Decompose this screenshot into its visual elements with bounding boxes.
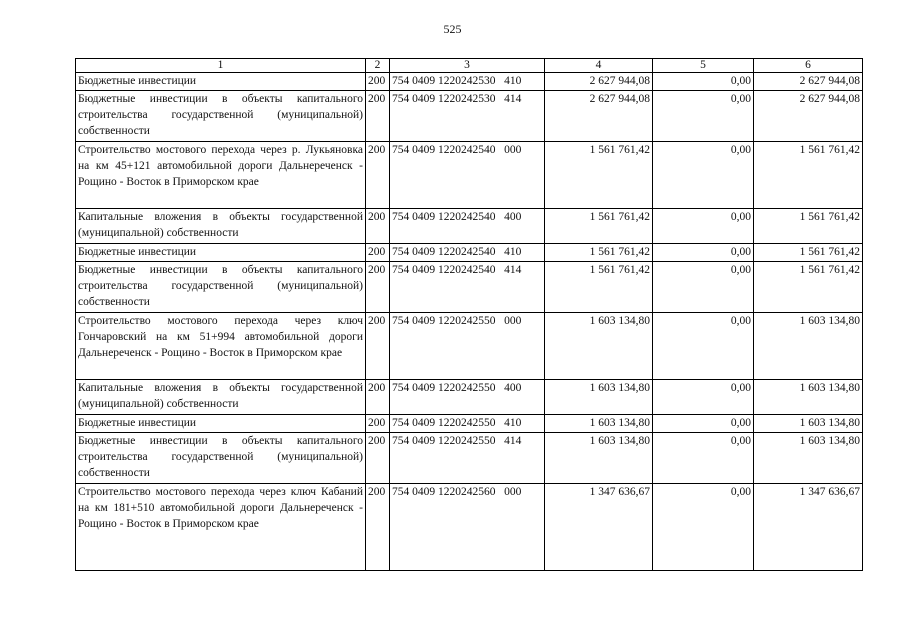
row-name-cell: Бюджетные инвестиции	[76, 73, 366, 91]
row-name-cell: Бюджетные инвестиции	[76, 244, 366, 262]
row-name-cell: Бюджетные инвестиции в объекты капитального строительства государственной (муниципальной) собственности	[76, 262, 366, 313]
row-column5-amount-cell: 0,00	[653, 313, 754, 380]
table-row	[76, 433, 863, 484]
row-column4-amount-cell: 1 561 761,42	[545, 262, 653, 313]
row-column6-amount-cell: 1 603 134,80	[754, 380, 863, 415]
row-name-cell: Строительство мостового перехода через ключ Гончаровский на км 51+994 автомобильной дороги Дальнереченск - Рощино - Восток в Приморском крае	[76, 313, 366, 380]
row-name-cell: Бюджетные инвестиции в объекты капитального строительства государственной (муниципальной) собственности	[76, 433, 366, 484]
table-row	[76, 313, 863, 380]
row-column5-amount-cell: 0,00	[653, 415, 754, 433]
row-column2-cell: 200	[366, 244, 390, 262]
row-code-cell: 754 0409 1220242540 414	[390, 262, 545, 313]
row-name-cell: Бюджетные инвестиции	[76, 415, 366, 433]
row-column2-cell: 200	[366, 380, 390, 415]
column-header-1: 1	[76, 59, 366, 73]
row-column5-amount-cell: 0,00	[653, 484, 754, 571]
row-column2-cell: 200	[366, 262, 390, 313]
row-column5-amount-cell: 0,00	[653, 209, 754, 244]
budget-table	[75, 58, 863, 571]
table-row	[76, 73, 863, 91]
row-column6-amount-cell: 1 347 636,67	[754, 484, 863, 571]
row-column6-amount-cell: 1 561 761,42	[754, 209, 863, 244]
row-column4-amount-cell: 1 603 134,80	[545, 380, 653, 415]
table-row	[76, 142, 863, 209]
row-column4-amount-cell: 1 561 761,42	[545, 244, 653, 262]
row-column2-cell: 200	[366, 91, 390, 142]
row-code-cell: 754 0409 1220242530 410	[390, 73, 545, 91]
row-column5-amount-cell: 0,00	[653, 73, 754, 91]
row-column6-amount-cell: 1 561 761,42	[754, 142, 863, 209]
column-header-2: 2	[366, 59, 390, 73]
row-code-cell: 754 0409 1220242550 414	[390, 433, 545, 484]
row-column4-amount-cell: 1 561 761,42	[545, 209, 653, 244]
header-row	[76, 59, 863, 73]
row-column2-cell: 200	[366, 415, 390, 433]
table-row	[76, 244, 863, 262]
column-header-4: 4	[545, 59, 653, 73]
column-header-3: 3	[390, 59, 545, 73]
row-column4-amount-cell: 2 627 944,08	[545, 91, 653, 142]
row-column2-cell: 200	[366, 313, 390, 380]
row-column5-amount-cell: 0,00	[653, 262, 754, 313]
row-column6-amount-cell: 1 603 134,80	[754, 415, 863, 433]
row-code-cell: 754 0409 1220242540 400	[390, 209, 545, 244]
row-column2-cell: 200	[366, 433, 390, 484]
row-column5-amount-cell: 0,00	[653, 91, 754, 142]
row-column4-amount-cell: 1 561 761,42	[545, 142, 653, 209]
row-name-cell: Капитальные вложения в объекты государственной (муниципальной) собственности	[76, 209, 366, 244]
table-row	[76, 415, 863, 433]
row-name-cell: Бюджетные инвестиции в объекты капитального строительства государственной (муниципальной) собственности	[76, 91, 366, 142]
row-column2-cell: 200	[366, 73, 390, 91]
table-body	[76, 73, 863, 571]
row-column5-amount-cell: 0,00	[653, 244, 754, 262]
row-column5-amount-cell: 0,00	[653, 433, 754, 484]
row-column6-amount-cell: 1 603 134,80	[754, 313, 863, 380]
row-code-cell: 754 0409 1220242550 000	[390, 313, 545, 380]
row-code-cell: 754 0409 1220242550 410	[390, 415, 545, 433]
table-row	[76, 380, 863, 415]
row-name-cell: Капитальные вложения в объекты государственной (муниципальной) собственности	[76, 380, 366, 415]
row-column6-amount-cell: 2 627 944,08	[754, 73, 863, 91]
row-code-cell: 754 0409 1220242540 000	[390, 142, 545, 209]
row-code-cell: 754 0409 1220242540 410	[390, 244, 545, 262]
row-column4-amount-cell: 1 603 134,80	[545, 433, 653, 484]
table-row	[76, 209, 863, 244]
row-column6-amount-cell: 1 603 134,80	[754, 433, 863, 484]
row-column6-amount-cell: 2 627 944,08	[754, 91, 863, 142]
row-name-cell: Строительство мостового перехода через ключ Кабаний на км 181+510 автомобильной дороги Дальнереченск - Рощино - Восток в Приморском крае	[76, 484, 366, 571]
row-column6-amount-cell: 1 561 761,42	[754, 244, 863, 262]
page-number: 525	[443, 22, 462, 36]
table-row	[76, 262, 863, 313]
row-column2-cell: 200	[366, 484, 390, 571]
column-header-5: 5	[653, 59, 754, 73]
row-name-cell: Строительство мостового перехода через р. Лукьяновка на км 45+121 автомобильной дороги Дальнереченск - Рощино - Восток в Приморском крае	[76, 142, 366, 209]
row-code-cell: 754 0409 1220242550 400	[390, 380, 545, 415]
row-code-cell: 754 0409 1220242530 414	[390, 91, 545, 142]
row-column2-cell: 200	[366, 209, 390, 244]
row-column5-amount-cell: 0,00	[653, 142, 754, 209]
row-column6-amount-cell: 1 561 761,42	[754, 262, 863, 313]
row-column4-amount-cell: 1 603 134,80	[545, 415, 653, 433]
row-column4-amount-cell: 1 603 134,80	[545, 313, 653, 380]
row-code-cell: 754 0409 1220242560 000	[390, 484, 545, 571]
table-row	[76, 484, 863, 571]
row-column4-amount-cell: 1 347 636,67	[545, 484, 653, 571]
row-column5-amount-cell: 0,00	[653, 380, 754, 415]
column-header-6: 6	[754, 59, 863, 73]
table-header	[76, 59, 863, 73]
row-column2-cell: 200	[366, 142, 390, 209]
row-column4-amount-cell: 2 627 944,08	[545, 73, 653, 91]
table-row	[76, 91, 863, 142]
